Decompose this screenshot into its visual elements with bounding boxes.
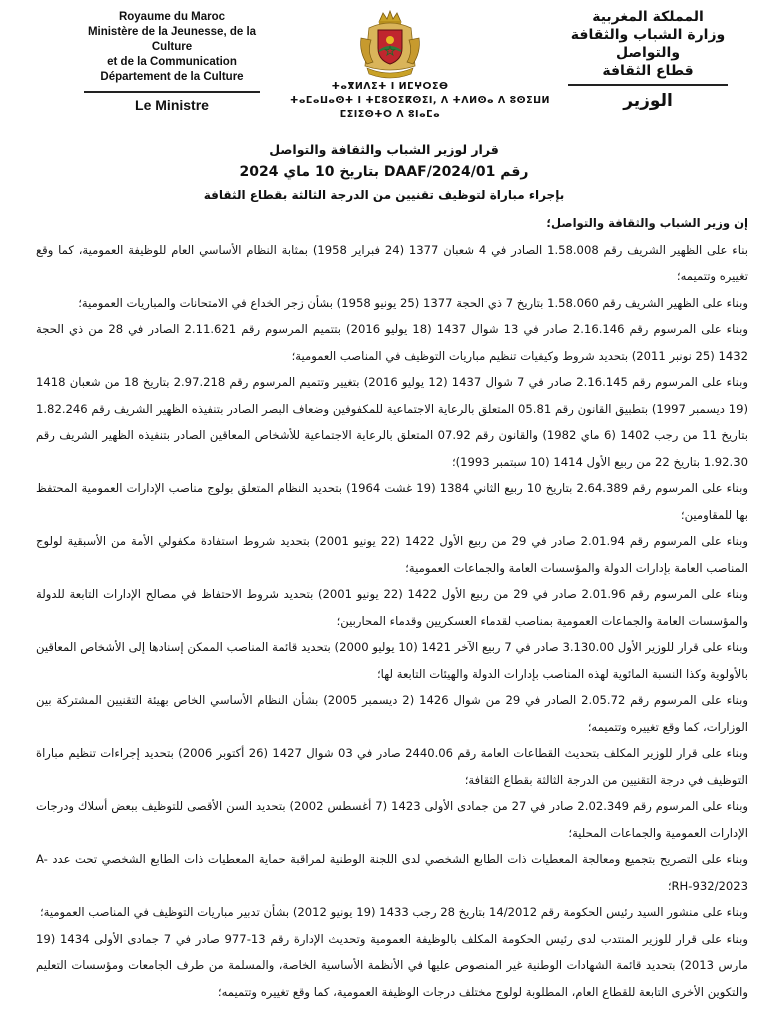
body-paragraph: وبناء على المرسوم رقم 2.16.146 صادر في 13 شوال 1437 (18 يوليو 2016) بتتميم المرسوم رقم 2.11.621 الصادر في 28 من ذي الحجة 1432 (25 نونبر 2011) بتحديد شروط وكيفيات تنظيم مباريات التوظيف في المناصب العمومية؛: [36, 322, 748, 363]
letterhead-center: [290, 8, 550, 122]
letterhead-fr-line-2: Ministère de la Jeunesse, de la Culture: [87, 26, 257, 53]
letterhead-ar-minister: الوزير: [623, 91, 673, 111]
body-paragraph: وبناء على المرسوم رقم 2.01.96 صادر في 29 من ربيع الأول 1422 (22 يونيو 2001) بتحديد شروط الاحتفاظ في مصالح الإدارات التابعة للدولة والمؤسسات العامة والجماعات العمومية بمناصب لقدماء العسكريين وقدماء المحاربين؛: [36, 587, 748, 628]
letterhead-fr-divider: [84, 91, 260, 93]
letterhead-tifinagh-line-3: ⵎⵉⵏⵉⵙⵜⵔ ⴷ ⵓⵏⴰⵎⴰ: [339, 109, 441, 120]
letterhead-ar-line-4: قطاع الثقافة: [602, 63, 694, 79]
body-paragraph: وبناء على التصريح بتجميع ومعالجة المعطيات ذات الطابع الشخصي لدى اللجنة الوطنية لمراقبة حماية المعطيات ذات الطابع الشخصي تحت عدد A-RH-932/2023؛: [36, 852, 748, 893]
body-paragraph: وبناء على قرار للوزير المكلف بتحديث القطاعات العامة رقم 2440.06 صادر في 03 شوال 1427 (26 أكتوبر 2006) بتحديد إجراءات تنظيم مباراة التوظيف في درجة التقنيين من الدرجة الثالثة بقطاع الثقافة؛: [36, 746, 748, 787]
decision-number-date: رقم 01/DAAF/2024 بتاريخ 10 ماي 2024: [239, 164, 529, 180]
decision-titles: [60, 140, 708, 206]
letterhead-tifinagh-line-1: ⵜⴰⴳⵍⴷⵉⵜ ⵏ ⵍⵎⵖⵔⵉⴱ: [331, 81, 449, 92]
letterhead-fr-line-3: et de la Communication: [107, 56, 237, 68]
decision-body: [36, 210, 748, 1005]
letterhead-fr-line-4: Département de la Culture: [100, 71, 244, 83]
decision-title: قرار لوزير الشباب والثقافة والتواصل: [269, 142, 499, 157]
body-paragraph: وبناء على المرسوم رقم 2.05.72 الصادر في 29 من شوال 1426 (2 ديسمبر 2005) بشأن النظام الأساسي الخاص بهيئة التقنيين المشتركة بين الوزارات، كما وقع تغييره وتتميمه؛: [36, 693, 749, 734]
letterhead-arabic: [548, 8, 748, 110]
body-paragraph: وبناء على المرسوم رقم 2.01.94 صادر في 29 من ربيع الأول 1422 (22 يونيو 2001) بتحديد شروط استفادة مكفولي الأمة من الأسبقية لولوج المناصب العامة بإدارات الدولة والمؤسسات العامة والجماعات العمومية؛: [36, 534, 749, 575]
letterhead-ar-line-3: والتواصل: [615, 45, 681, 61]
letterhead-fr-minister: Le Ministre: [135, 97, 209, 113]
body-paragraph: وبناء على المرسوم رقم 2.64.389 بتاريخ 10 ربيع الثاني 1384 (19 غشت 1964) بتحديد النظام المتعلق بولوج مناصب الإدارات العمومية المحتفظ بها للمقاومين؛: [36, 481, 748, 522]
letterhead-ar-line-1: المملكة المغربية: [592, 9, 704, 25]
letterhead-fr-line-1: Royaume du Maroc: [118, 11, 226, 23]
letterhead-ar-divider: [568, 84, 728, 86]
body-paragraph: بناء على الظهير الشريف رقم 1.58.008 الصادر في 4 شعبان 1377 (24 فبراير 1958) بمثابة النظام الأساسي العام للوظيفة العمومية، كما وقع تغييره وتتميمه؛: [36, 242, 748, 283]
body-paragraph: وبناء على قرار للوزير المنتدب لدى رئيس الحكومة المكلف بالوظيفة العمومية وتحديث الإدارة رقم 13-977 صادر في 7 جمادى الأولى 1434 (19 مارس 2013) بتحديد قائمة الشهادات الوطنية غير المنصوص عليها في الأنظمة الأساسية الخاصة، والمسلمة من طرف الجامعات ومؤسسات التعليم والتكوين الأخرى التابعة للقطاع العام، المطلوبة لولوج مختلف درجات الوظيفة العمومية، كما وقع تغييره وتتميمه؛: [36, 931, 748, 999]
decision-subject: بإجراء مباراة لتوظيف تقنيين من الدرجة الثالثة بقطاع الثقافة: [203, 188, 565, 202]
body-paragraph: وبناء على المرسوم رقم 2.02.349 صادر في 27 من جمادى الأولى 1423 (7 أغسطس 2002) بتحديد السن الأقصى للتوظيف ببعض أسلاك ودرجات الإدارات العمومية والجماعات المحلية؛: [36, 799, 749, 840]
body-paragraph: وبناء على الظهير الشريف رقم 1.58.060 بتاريخ 7 ذي الحجة 1377 (25 يونيو 1958) بشأن زجر الخداع في الامتحانات والمباريات العمومية؛: [78, 295, 748, 310]
letterhead-tifinagh-line-2: ⵜⴰⵎⴰⵡⴰⵙⵜ ⵏ ⵜⵎⵓⵔⵉⴽⵙⵉⵏ, ⴷ ⵜⴷⵍⵙⴰ ⴷ ⵓⵙⵉⵡⵍ: [290, 95, 550, 106]
letterhead-ar-line-2: وزارة الشباب والثقافة: [570, 27, 726, 43]
body-paragraph: وبناء على المرسوم رقم 2.16.145 صادر في 7 شوال 1437 (12 يوليو 2016) بتغيير وتتميم المرسوم رقم 2.97.218 بتاريخ 18 من شعبان 1418 (19 ديسمبر 1997) بتطبيق القانون رقم 05.81 المتعلق بالرعاية الاجتماعية للمكفوفين وضعاف البصر الصادر بتنفيذه الظهير الشريف رقم 1.82.246 بتاريخ 11 من رجب 1402 (6 ماي 1982) والقانون رقم 07.92 المتعلق بالرعاية الاجتماعية للأشخاص المعاقين الصادر بتنفيذه الظهير الشريف رقم 1.92.30 بتاريخ 22 من ربيع الأول 1414 (10 سبتمبر 1993)؛: [36, 375, 749, 469]
letterhead-french: [72, 10, 272, 113]
royal-coat-of-arms-icon: [355, 8, 425, 80]
body-paragraph: وبناء على منشور السيد رئيس الحكومة رقم 14/2012 بتاريخ 28 رجب 1433 (19 يونيو 2012) بشأن تدبير مباريات التوظيف في المناصب العمومية؛: [39, 905, 748, 919]
body-paragraph: وبناء على قرار للوزير الأول 3.130.00 صادر في 7 ربيع الآخر 1421 (10 يوليو 2000) بتحديد قائمة المناصب الممكن إسنادها إلى الأشخاص المعاقين بالأولوية وكذا النسبة المائوية لهذه المناصب بإدارات الدولة والهيئات التابعة لها؛: [36, 640, 749, 681]
body-intro: إن وزير الشباب والثقافة والتواصل؛: [546, 216, 748, 230]
